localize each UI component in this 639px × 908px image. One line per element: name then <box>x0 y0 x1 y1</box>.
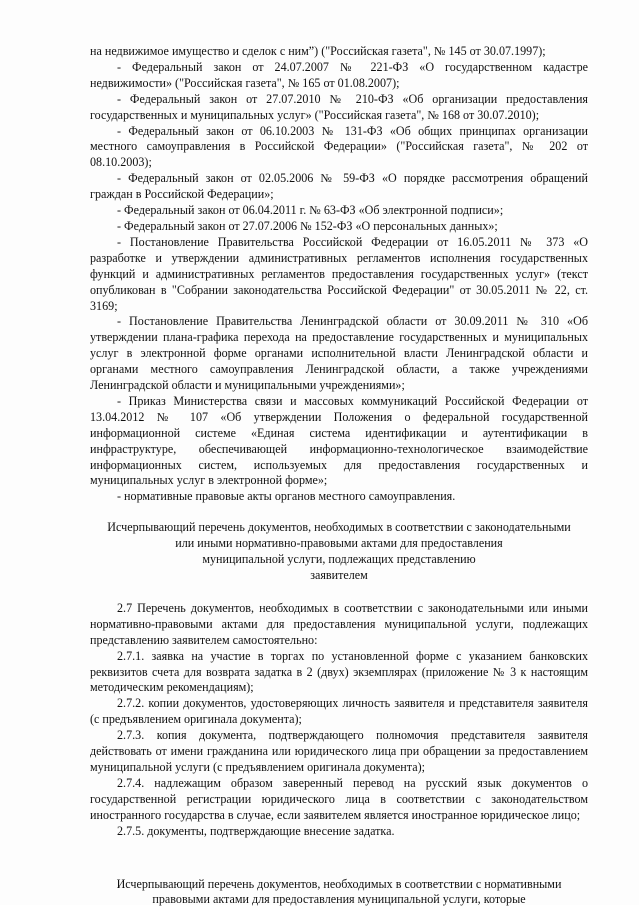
paragraph-top-8: - Постановление Правительства Ленинградской области от 30.09.2011 № 310 «Об утверждении плана-графика перехода на предоставление государственных и муниципальных услуг в электронной форме органами исполнительной власти Ленинградской области и органами местного самоуправления Ленинградской области, а также учреждениями Ленинградской области и муниципальными учреждениями»; <box>90 314 588 394</box>
section-heading-2-line: правовыми актами для предоставления муниципальной услуги, которые <box>90 892 588 908</box>
section-heading-1-line: Исчерпывающий перечень документов, необходимых в соответствии с законодательными <box>90 520 588 536</box>
paragraph-mid-2: 2.7.2. копии документов, удостоверяющих личность заявителя и представителя заявителя (с предъявлением оригинала документа); <box>90 696 588 728</box>
paragraph-top-4: - Федеральный закон от 02.05.2006 № 59-ФЗ «О порядке рассмотрения обращений граждан в Российской Федерации»; <box>90 171 588 203</box>
section-heading-2 <box>90 877 588 908</box>
paragraph-top-1: - Федеральный закон от 24.07.2007 № 221-ФЗ «О государственном кадастре недвижимости» ("Российская газета", № 165 от 01.08.2007); <box>90 60 588 92</box>
paragraph-mid-4: 2.7.4. надлежащим образом заверенный перевод на русский язык документов о государственной регистрации юридического лица в соответствии с законодательством иностранного государства в случае, если заявителем является иностранное юридическое лицо; <box>90 776 588 824</box>
section-heading-1-line: или иными нормативно-правовыми актами для предоставления <box>90 536 588 552</box>
paragraph-top-10: - нормативные правовые акты органов местного самоуправления. <box>90 489 588 505</box>
paragraph-mid-3: 2.7.3. копия документа, подтверждающего полномочия представителя заявителя действовать от имени гражданина или юридического лица при обращении за предоставлением муниципальной услуги (с предъявлением оригинала документа); <box>90 728 588 776</box>
paragraph-top-0: на недвижимое имущество и сделок с ним”) ("Российская газета", № 145 от 30.07.1997); <box>90 44 588 60</box>
paragraph-mid-1: 2.7.1. заявка на участие в торгах по установленной форме с указанием банковских реквизитов счета для возврата задатка в 2 (двух) экземплярах (приложение № 3 к настоящим методическим рекомендациям); <box>90 649 588 697</box>
section-heading-1 <box>90 520 588 584</box>
document-body <box>90 44 588 908</box>
paragraph-top-9: - Приказ Министерства связи и массовых коммуникаций Российской Федерации от 13.04.2012 № 107 «Об утверждении Положения о федеральной государственной информационной системе «Единая система идентификации и аутентификации в инфраструктуре, обеспечивающей информационно-технологическое взаимодействие информационных систем, используемых для предоставления государственных и муниципальных услуг в электронной форме»; <box>90 394 588 489</box>
paragraph-mid-5: 2.7.5. документы, подтверждающие внесение задатка. <box>90 824 588 840</box>
section-heading-2-line: Исчерпывающий перечень документов, необходимых в соответствии с нормативными <box>90 877 588 893</box>
paragraph-top-5: - Федеральный закон от 06.04.2011 г. № 63-ФЗ «Об электронной подписи»; <box>90 203 588 219</box>
section-heading-1-line: заявителем <box>90 568 588 584</box>
paragraph-mid-0: 2.7 Перечень документов, необходимых в соответствии с законодательными или иными нормативно-правовыми актами для предоставления муниципальной услуги, подлежащих представлению заявителем самостоятельно: <box>90 601 588 649</box>
section-heading-1-line: муниципальной услуги, подлежащих представлению <box>90 552 588 568</box>
paragraph-top-6: - Федеральный закон от 27.07.2006 № 152-ФЗ «О персональных данных»; <box>90 219 588 235</box>
paragraph-top-2: - Федеральный закон от 27.07.2010 № 210-ФЗ «Об организации предоставления государственных и муниципальных услуг» ("Российская газета", № 168 от 30.07.2010); <box>90 92 588 124</box>
paragraph-top-3: - Федеральный закон от 06.10.2003 № 131-ФЗ «Об общих принципах организации местного самоуправления в Российской Федерации» ("Российская газета", № 202 от 08.10.2003); <box>90 124 588 172</box>
paragraph-top-7: - Постановление Правительства Российской Федерации от 16.05.2011 № 373 «О разработке и утверждении административных регламентов исполнения государственных функций и административных регламентов предоставления государственных услуг» (текст опубликован в "Собрании законодательства Российской Федерации" от 30.05.2011 № 22, ст. 3169; <box>90 235 588 315</box>
